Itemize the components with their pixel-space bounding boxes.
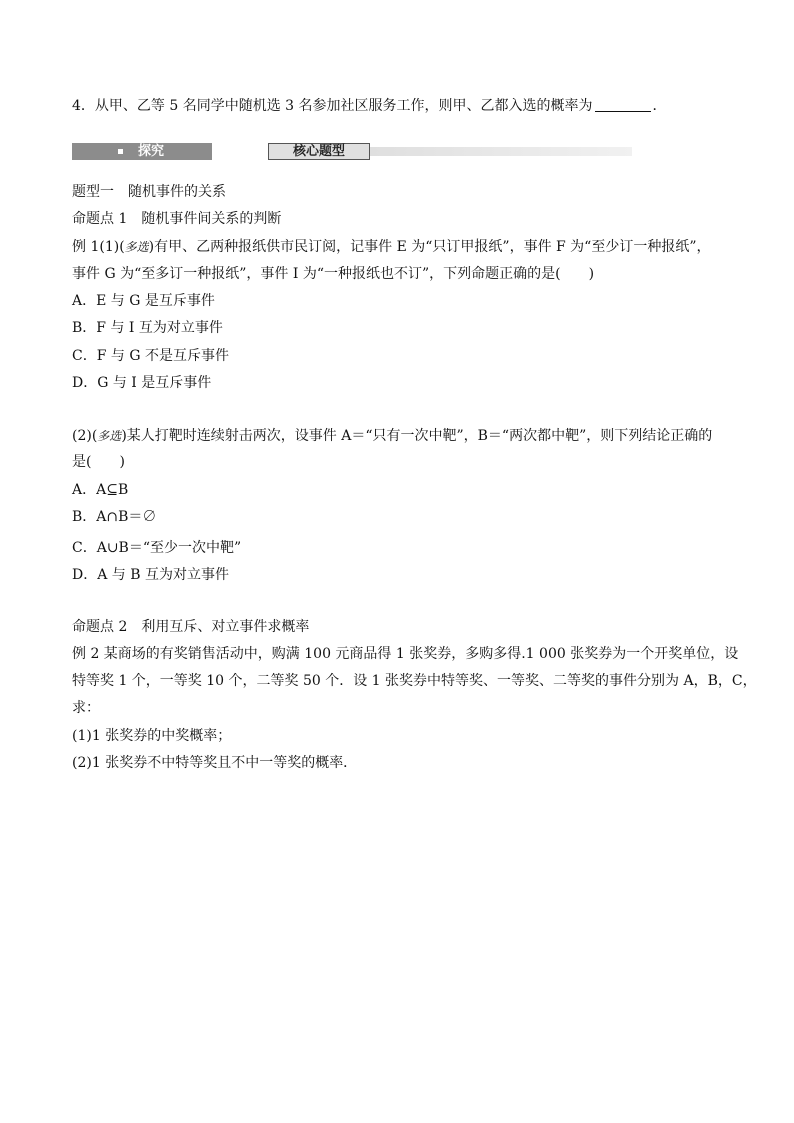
- question-4: [72, 96, 667, 116]
- example1b-line2: [72, 452, 125, 472]
- example1b-option-c: C．A∪B＝“至少一次中靶”: [72, 540, 242, 556]
- example1-option-b: B．F 与 I 互为对立事件: [72, 320, 223, 336]
- answer-blank: [595, 97, 651, 112]
- example1-prefix: 例 1(1)(: [72, 239, 125, 255]
- example1b-text2: 是(: [72, 454, 92, 470]
- section-bar-dark: [72, 143, 212, 160]
- example2-line3: 求：: [72, 700, 100, 716]
- example1b-line1: [72, 426, 712, 446]
- example1-option-d: D．G 与 I 是互斥事件: [72, 375, 212, 391]
- example1b-prefix: (2)(: [72, 428, 98, 444]
- example2-part1: (1)1 张奖券的中奖概率；: [72, 728, 232, 744]
- example1-close: ): [588, 266, 595, 282]
- example1b-text1: )某人打靶时连续射击两次，设事件 A＝“只有一次中靶”，B＝“两次都中靶”，则下列结论正确的: [121, 428, 713, 444]
- example1-line2: [72, 264, 594, 284]
- example1-option-c: C．F 与 G 不是互斥事件: [72, 348, 229, 364]
- section-bar-gap: [212, 143, 268, 160]
- example1b-option-d: D．A 与 B 互为对立事件: [72, 567, 229, 583]
- point2-heading: 命题点 2 利用互斥、对立事件求概率: [72, 619, 310, 635]
- example1b-tag: 多选: [97, 429, 122, 443]
- section-label-explore: 探究: [138, 144, 165, 159]
- point1-heading: 命题点 1 随机事件间关系的判断: [72, 211, 282, 227]
- example1b-close: ): [119, 454, 125, 470]
- example2-line2: 特等奖 1 个，一等奖 10 个，二等奖 50 个．设 1 张奖券中特等奖、一等奖、二等奖的事件分别为 A，B，C，: [72, 673, 757, 689]
- example1b-option-a: A．A⊆B: [72, 482, 129, 498]
- type1-heading: 题型一 随机事件的关系: [72, 184, 226, 200]
- example1-option-a: A．E 与 G 是互斥事件: [72, 293, 215, 309]
- example1-text2: 事件 G 为“至多订一种报纸”，事件 I 为“一种报纸也不订”，下列命题正确的是(: [72, 266, 561, 282]
- question-4-end: ．: [652, 98, 667, 114]
- section-box: [268, 143, 370, 160]
- square-bullet-icon: [118, 149, 123, 154]
- example1-tag: 多选: [124, 240, 149, 254]
- section-label-core: 核心题型: [292, 144, 345, 159]
- example1-line1: [72, 237, 711, 257]
- section-bar: [72, 143, 632, 160]
- example1-text1: )有甲、乙两种报纸供市民订阅，记事件 E 为“只订甲报纸”，事件 F 为“至少订一种报纸”，: [148, 239, 711, 255]
- example1b-option-b: B．A∩B＝∅: [72, 509, 157, 525]
- question-4-text: 4．从甲、乙等 5 名同学中随机选 3 名参加社区服务工作，则甲、乙都入选的概率为: [72, 98, 593, 114]
- example2-line1: 例 2 某商场的有奖销售活动中，购满 100 元商品得 1 张奖券，多购多得.1 000 张奖券为一个开奖单位，设: [72, 646, 739, 662]
- example2-part2: (2)1 张奖券不中特等奖且不中一等奖的概率．: [72, 755, 358, 771]
